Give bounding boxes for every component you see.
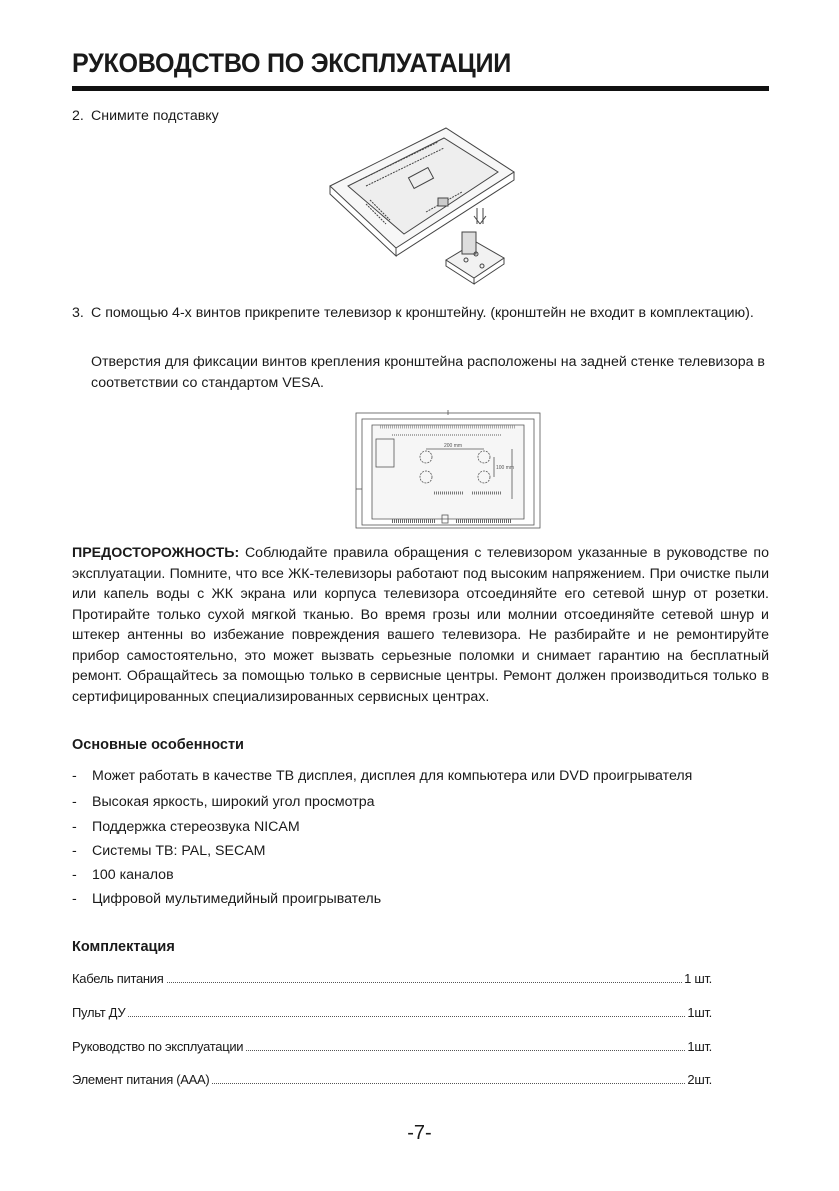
kit-item-name: Руководство по эксплуатации [72,1039,244,1054]
vesa-height-label: 100 mm [496,465,515,471]
step-number: 3. [72,305,84,321]
page-number: -7- [407,1122,432,1144]
kit-row [72,1039,712,1057]
kit-item-qty: 2шт. [687,1072,712,1087]
dot-leader [128,1015,685,1017]
step-text: С помощью 4-х винтов прикрепите телевизор к кронштейну. (кронштейн не входит в комплектацию). [91,305,754,321]
dot-leader [246,1049,685,1051]
kit-item-qty: 1шт. [687,1039,712,1054]
dot-leader [212,1082,685,1084]
kit-item-name: Кабель питания [72,971,164,986]
stand-removal-illustration [326,120,518,295]
feature-text: Высокая яркость, широкий угол просмотра [92,794,375,810]
step-3 [72,303,772,324]
step-text: Снимите подставку [91,108,219,124]
step-number: 2. [72,108,84,124]
kit-item-name: Пульт ДУ [72,1005,126,1020]
page-title: РУКОВОДСТВО ПО ЭКСПЛУАТАЦИИ [72,48,511,78]
vesa-width-label: 200 mm [444,443,463,449]
title-rule [72,86,769,91]
feature-text: Поддержка стереозвука NICAM [92,819,300,835]
kit-row [72,971,712,989]
features-heading: Основные особенности [72,737,244,753]
vesa-mount-illustration [352,409,544,531]
feature-text: Системы ТВ: PAL, SECAM [92,843,266,859]
feature-text: Цифровой мультимедийный проигрыватель [92,891,382,907]
kit-row [72,1072,712,1090]
feature-text: 100 каналов [92,867,174,883]
caution-text: Соблюдайте правила обращения с телевизором указанные в руководстве по эксплуатации. Помните, что все ЖК-телевизоры работают под высоким напряжением. При очистке пыли или капель воды с ЖК экрана или корпуса телевизора отсоединяйте его сетевой шнур от розетки. Протирайте только сухой мягкой тканью. Во время грозы или молнии отсоединяйте сетевой шнур и штекер антенны во избежание повреждения вашего телевизора. Не разбирайте и не ремонтируйте прибор самостоятельно, это может вызвать серьезные поломки и снимает гарантию на бесплатный ремонт. Обращайтесь за помощью только в сервисные центры. Ремонт должен производиться только в сертифицированных специализированных сервисных центрах. [72,545,769,705]
kit-item-name: Элемент питания (ААА) [72,1072,210,1087]
kit-item-qty: 1шт. [687,1005,712,1020]
caution-label: ПРЕДОСТОРОЖНОСТЬ: [72,545,240,561]
feature-text: Может работать в качестве ТВ дисплея, дисплея для компьютера или DVD проигрывателя [92,768,693,784]
kit-item-qty: 1 шт. [684,971,712,986]
vesa-note: Отверстия для фиксации винтов крепления кронштейна расположены на задней стенке телевизора в соответствии со стандартом VESA. [91,354,765,391]
dot-leader [167,981,683,983]
caution-paragraph [72,543,769,707]
kit-row [72,1005,712,1023]
kit-heading: Комплектация [72,939,175,955]
